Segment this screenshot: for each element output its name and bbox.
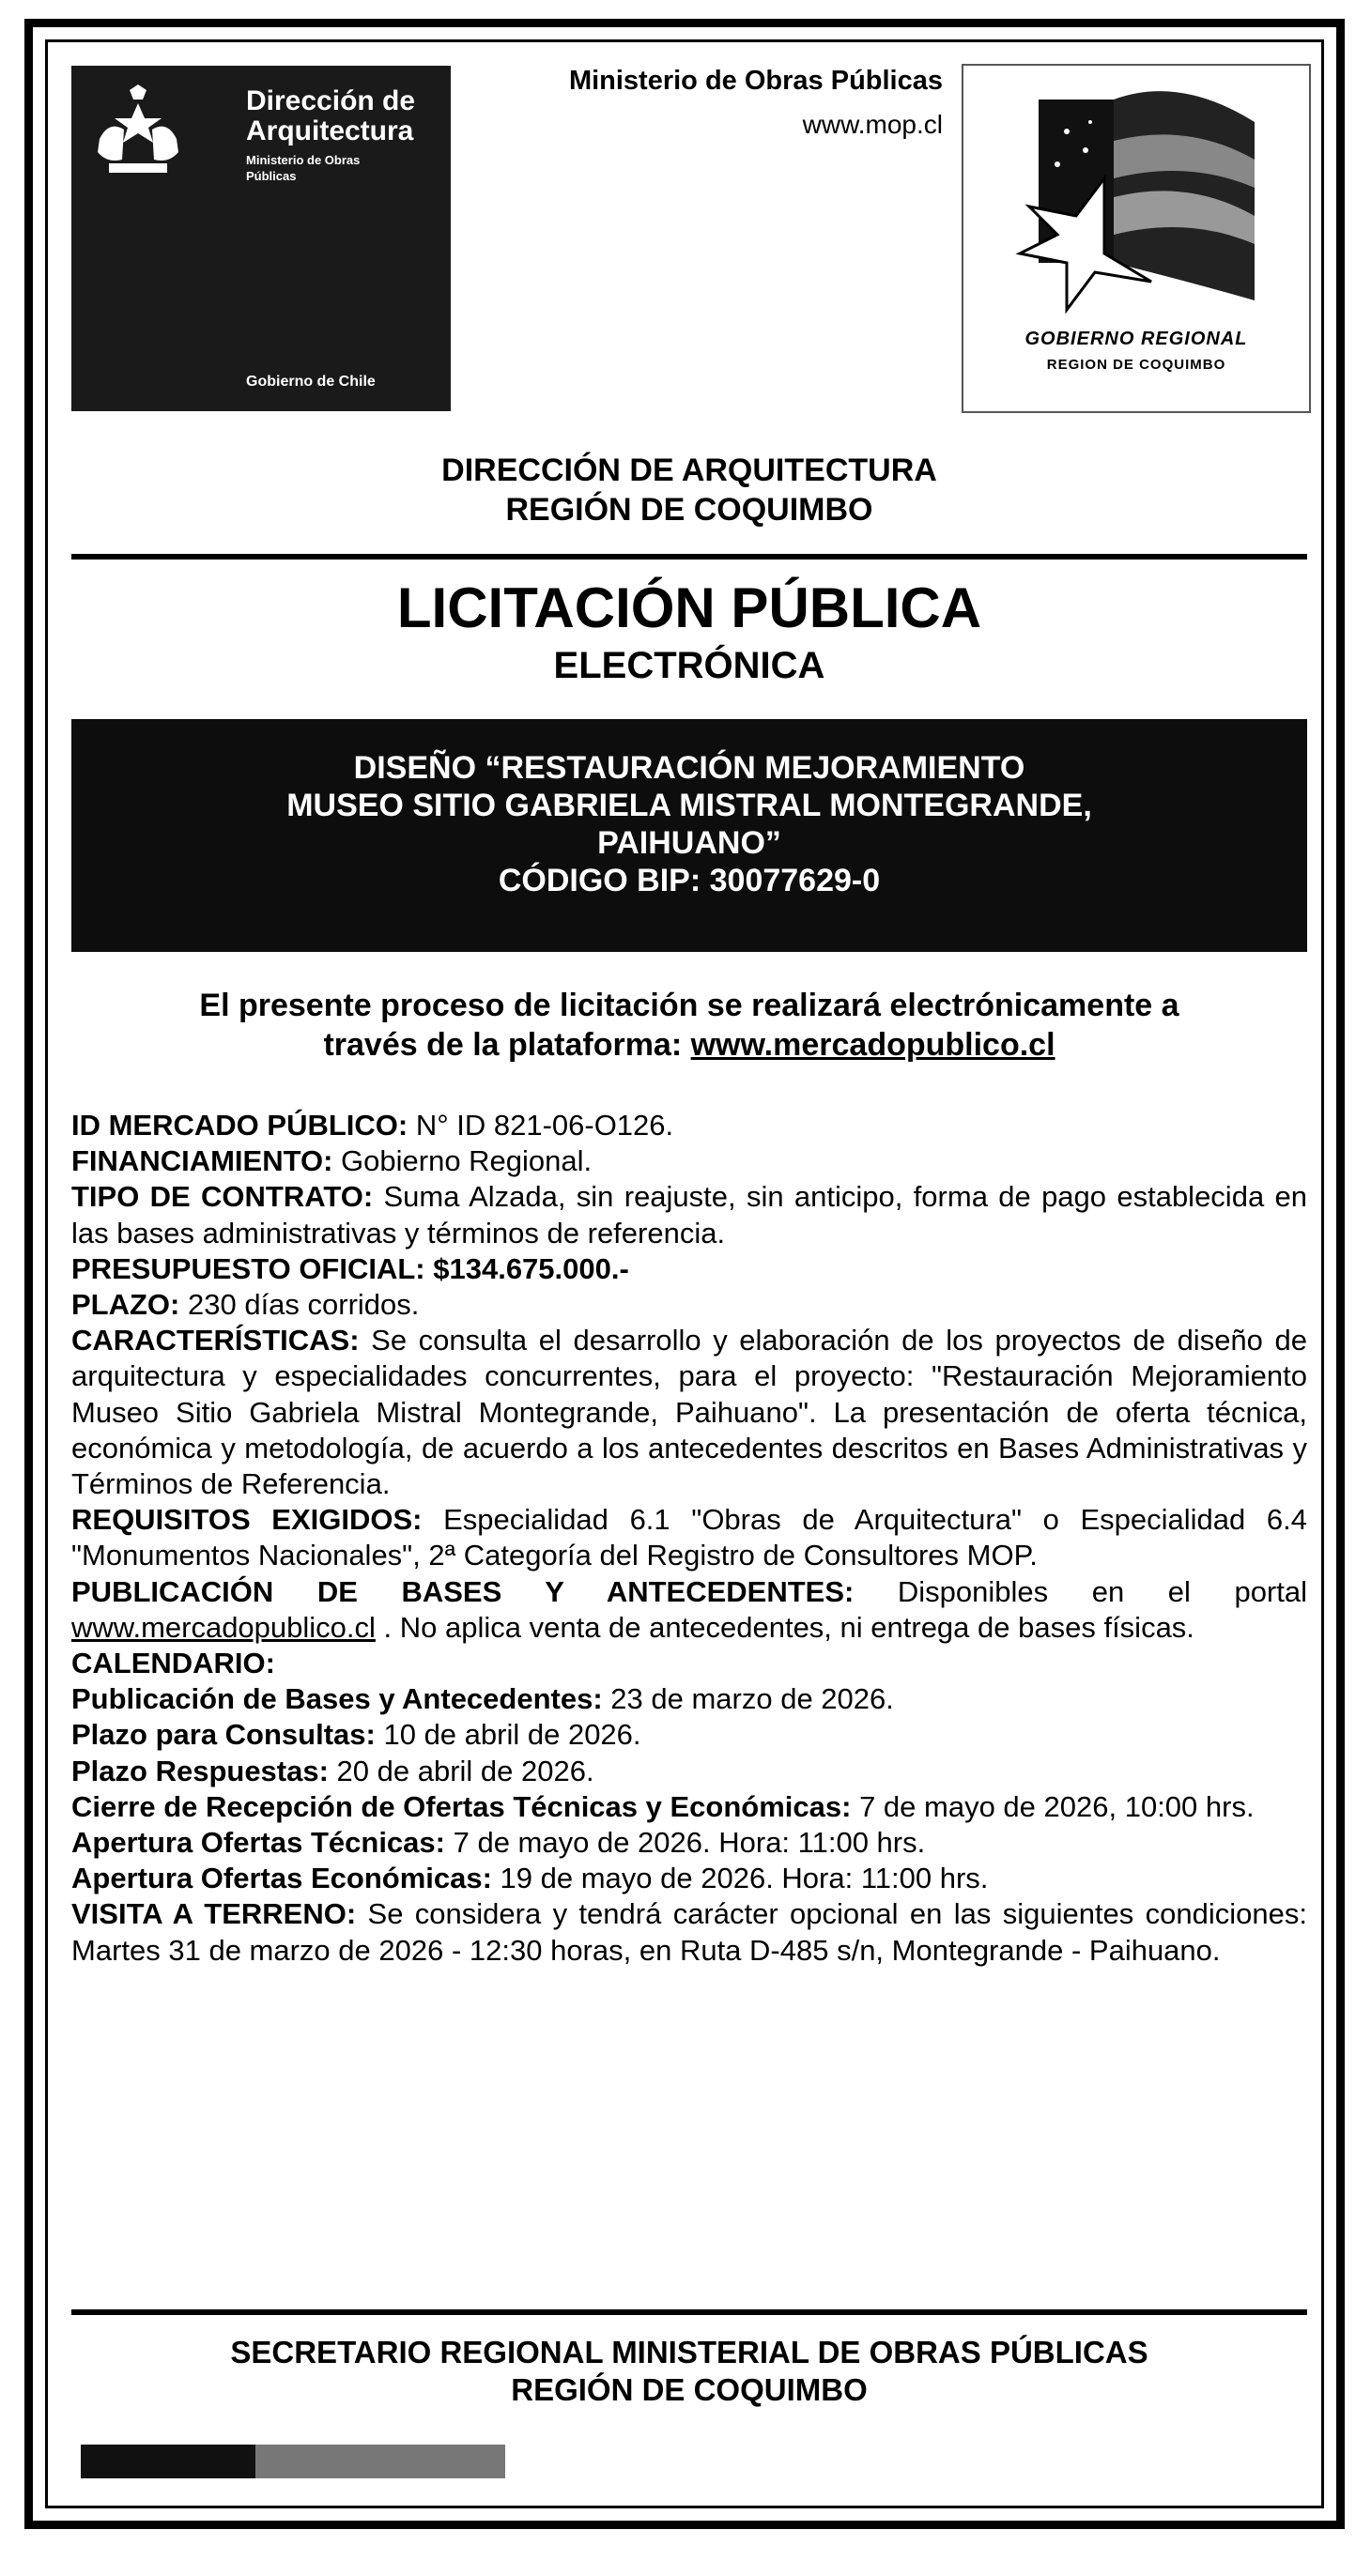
footer-bar-dark xyxy=(81,2445,255,2478)
calendar-apertura-tecnicas: Apertura Ofertas Técnicas: 7 de mayo de 2026. Hora: 11:00 hrs. xyxy=(71,1826,926,1860)
project-line2: MUSEO SITIO GABRIELA MISTRAL MONTEGRANDE, xyxy=(286,788,1092,823)
detail-requisitos: REQUISITOS EXIGIDOS: Especialidad 6.1 "Obras de Arquitectura" o Especialidad 6.4 "Monumentos Nacionales", 2ª Categoría del Registro de Consultores MOP. xyxy=(71,1503,1308,1572)
logo-subtitle: Ministerio de Obras Públicas xyxy=(246,153,361,183)
footer-line1: SECRETARIO REGIONAL MINISTERIAL DE OBRAS PÚBLICAS xyxy=(230,2335,1148,2369)
detail-tipo-contrato: TIPO DE CONTRATO: Suma Alzada, sin reajuste, sin anticipo, forma de pago establecida en las bases administrativas y términos de referencia. xyxy=(71,1180,1307,1250)
direction-heading xyxy=(71,451,1307,529)
direccion-arquitectura-logo xyxy=(71,66,451,411)
logo-title: Dirección de Arquitectura xyxy=(246,85,416,146)
calendar-cierre: Cierre de Recepción de Ofertas Técnicas y Económicas: 7 de mayo de 2026, 10:00 hrs. xyxy=(71,1789,1255,1823)
divider-top xyxy=(71,554,1307,560)
detail-caracteristicas: CARACTERÍSTICAS: Se consulta el desarrollo y elaboración de los proyectos de diseño de arquitectura y especialidades concurrentes, para el proyecto: "Restauración Mejoramiento Museo Sitio Gabriela Mistral Montegrande, Paihuano". La presentación de oferta técnica, económica y metodología, de acuerdo a los antecedentes descritos en Bases Administrativas y Términos de Referencia. xyxy=(71,1324,1307,1501)
detail-id: ID MERCADO PÚBLICO: N° ID 821-06-O126. xyxy=(71,1109,674,1142)
calendar-respuestas: Plazo Respuestas: 20 de abril de 2026. xyxy=(71,1754,594,1787)
ministry-name: Ministerio de Obras Públicas xyxy=(568,66,943,96)
calendar-publicacion: Publicación de Bases y Antecedentes: 23 de marzo de 2026. xyxy=(71,1682,894,1716)
footer-signature xyxy=(71,2334,1307,2409)
project-line1: DISEÑO “RESTAURACIÓN MEJORAMIENTO xyxy=(353,750,1025,786)
logo-footer: Gobierno de Chile xyxy=(246,374,376,390)
detail-calendario: CALENDARIO: xyxy=(71,1647,275,1680)
mercadopublico-link[interactable]: www.mercadopublico.cl xyxy=(690,1027,1055,1063)
intro-line1: El presente proceso de licitación se realizará electrónicamente a xyxy=(199,988,1179,1023)
licitacion-title: LICITACIÓN PÚBLICA xyxy=(396,576,982,639)
ministry-header xyxy=(569,66,943,140)
ministry-url: www.mop.cl xyxy=(802,110,943,139)
portal-link[interactable]: www.mercadopublico.cl xyxy=(71,1610,376,1644)
detail-visita: VISITA A TERRENO: Se considera y tendrá carácter opcional en las siguientes condiciones: Martes 31 de marzo de 2026 - 12:30 horas, en Ruta D-485 s/n, Montegrande - Paihuano. xyxy=(71,1897,1307,1967)
gobierno-regional-emblem-icon xyxy=(963,66,1309,329)
detail-presupuesto: PRESUPUESTO OFICIAL: $134.675.000.- xyxy=(71,1251,629,1285)
chile-coat-of-arms-icon xyxy=(86,83,190,186)
licitacion-subtitle: ELECTRÓNICA xyxy=(553,645,825,686)
footer-line2: REGIÓN DE COQUIMBO xyxy=(511,2372,868,2407)
intro-line2: través de la plataforma: xyxy=(323,1027,691,1063)
detail-publicacion: PUBLICACIÓN DE BASES Y ANTECEDENTES: Disponibles en el portal www.mercadopublico.cl . No aplica venta de antecedentes, ni entrega de bases físicas. xyxy=(71,1574,1307,1644)
project-line4: CÓDIGO BIP: 30077629-0 xyxy=(498,863,881,898)
project-line3: PAIHUANO” xyxy=(597,825,781,861)
divider-bottom xyxy=(71,2309,1307,2315)
direction-line2: REGIÓN DE COQUIMBO xyxy=(505,492,873,528)
direction-line1: DIRECCIÓN DE ARQUITECTURA xyxy=(441,452,937,488)
detail-financiamiento: FINANCIAMIENTO: Gobierno Regional. xyxy=(71,1144,593,1178)
details-body xyxy=(71,1108,1307,1969)
project-title-box xyxy=(71,719,1307,952)
calendar-apertura-economicas: Apertura Ofertas Económicas: 19 de mayo de 2026. Hora: 11:00 hrs. xyxy=(71,1862,989,1895)
calendar-consultas: Plazo para Consultas: 10 de abril de 2026. xyxy=(71,1718,641,1752)
footer-bar-gray xyxy=(255,2445,505,2478)
detail-plazo: PLAZO: 230 días corridos. xyxy=(71,1288,420,1322)
gore-line2: REGION DE COQUIMBO xyxy=(1046,357,1226,373)
gobierno-regional-logo xyxy=(962,64,1311,413)
intro-text xyxy=(71,986,1307,1065)
gore-line1: GOBIERNO REGIONAL xyxy=(1024,329,1248,349)
